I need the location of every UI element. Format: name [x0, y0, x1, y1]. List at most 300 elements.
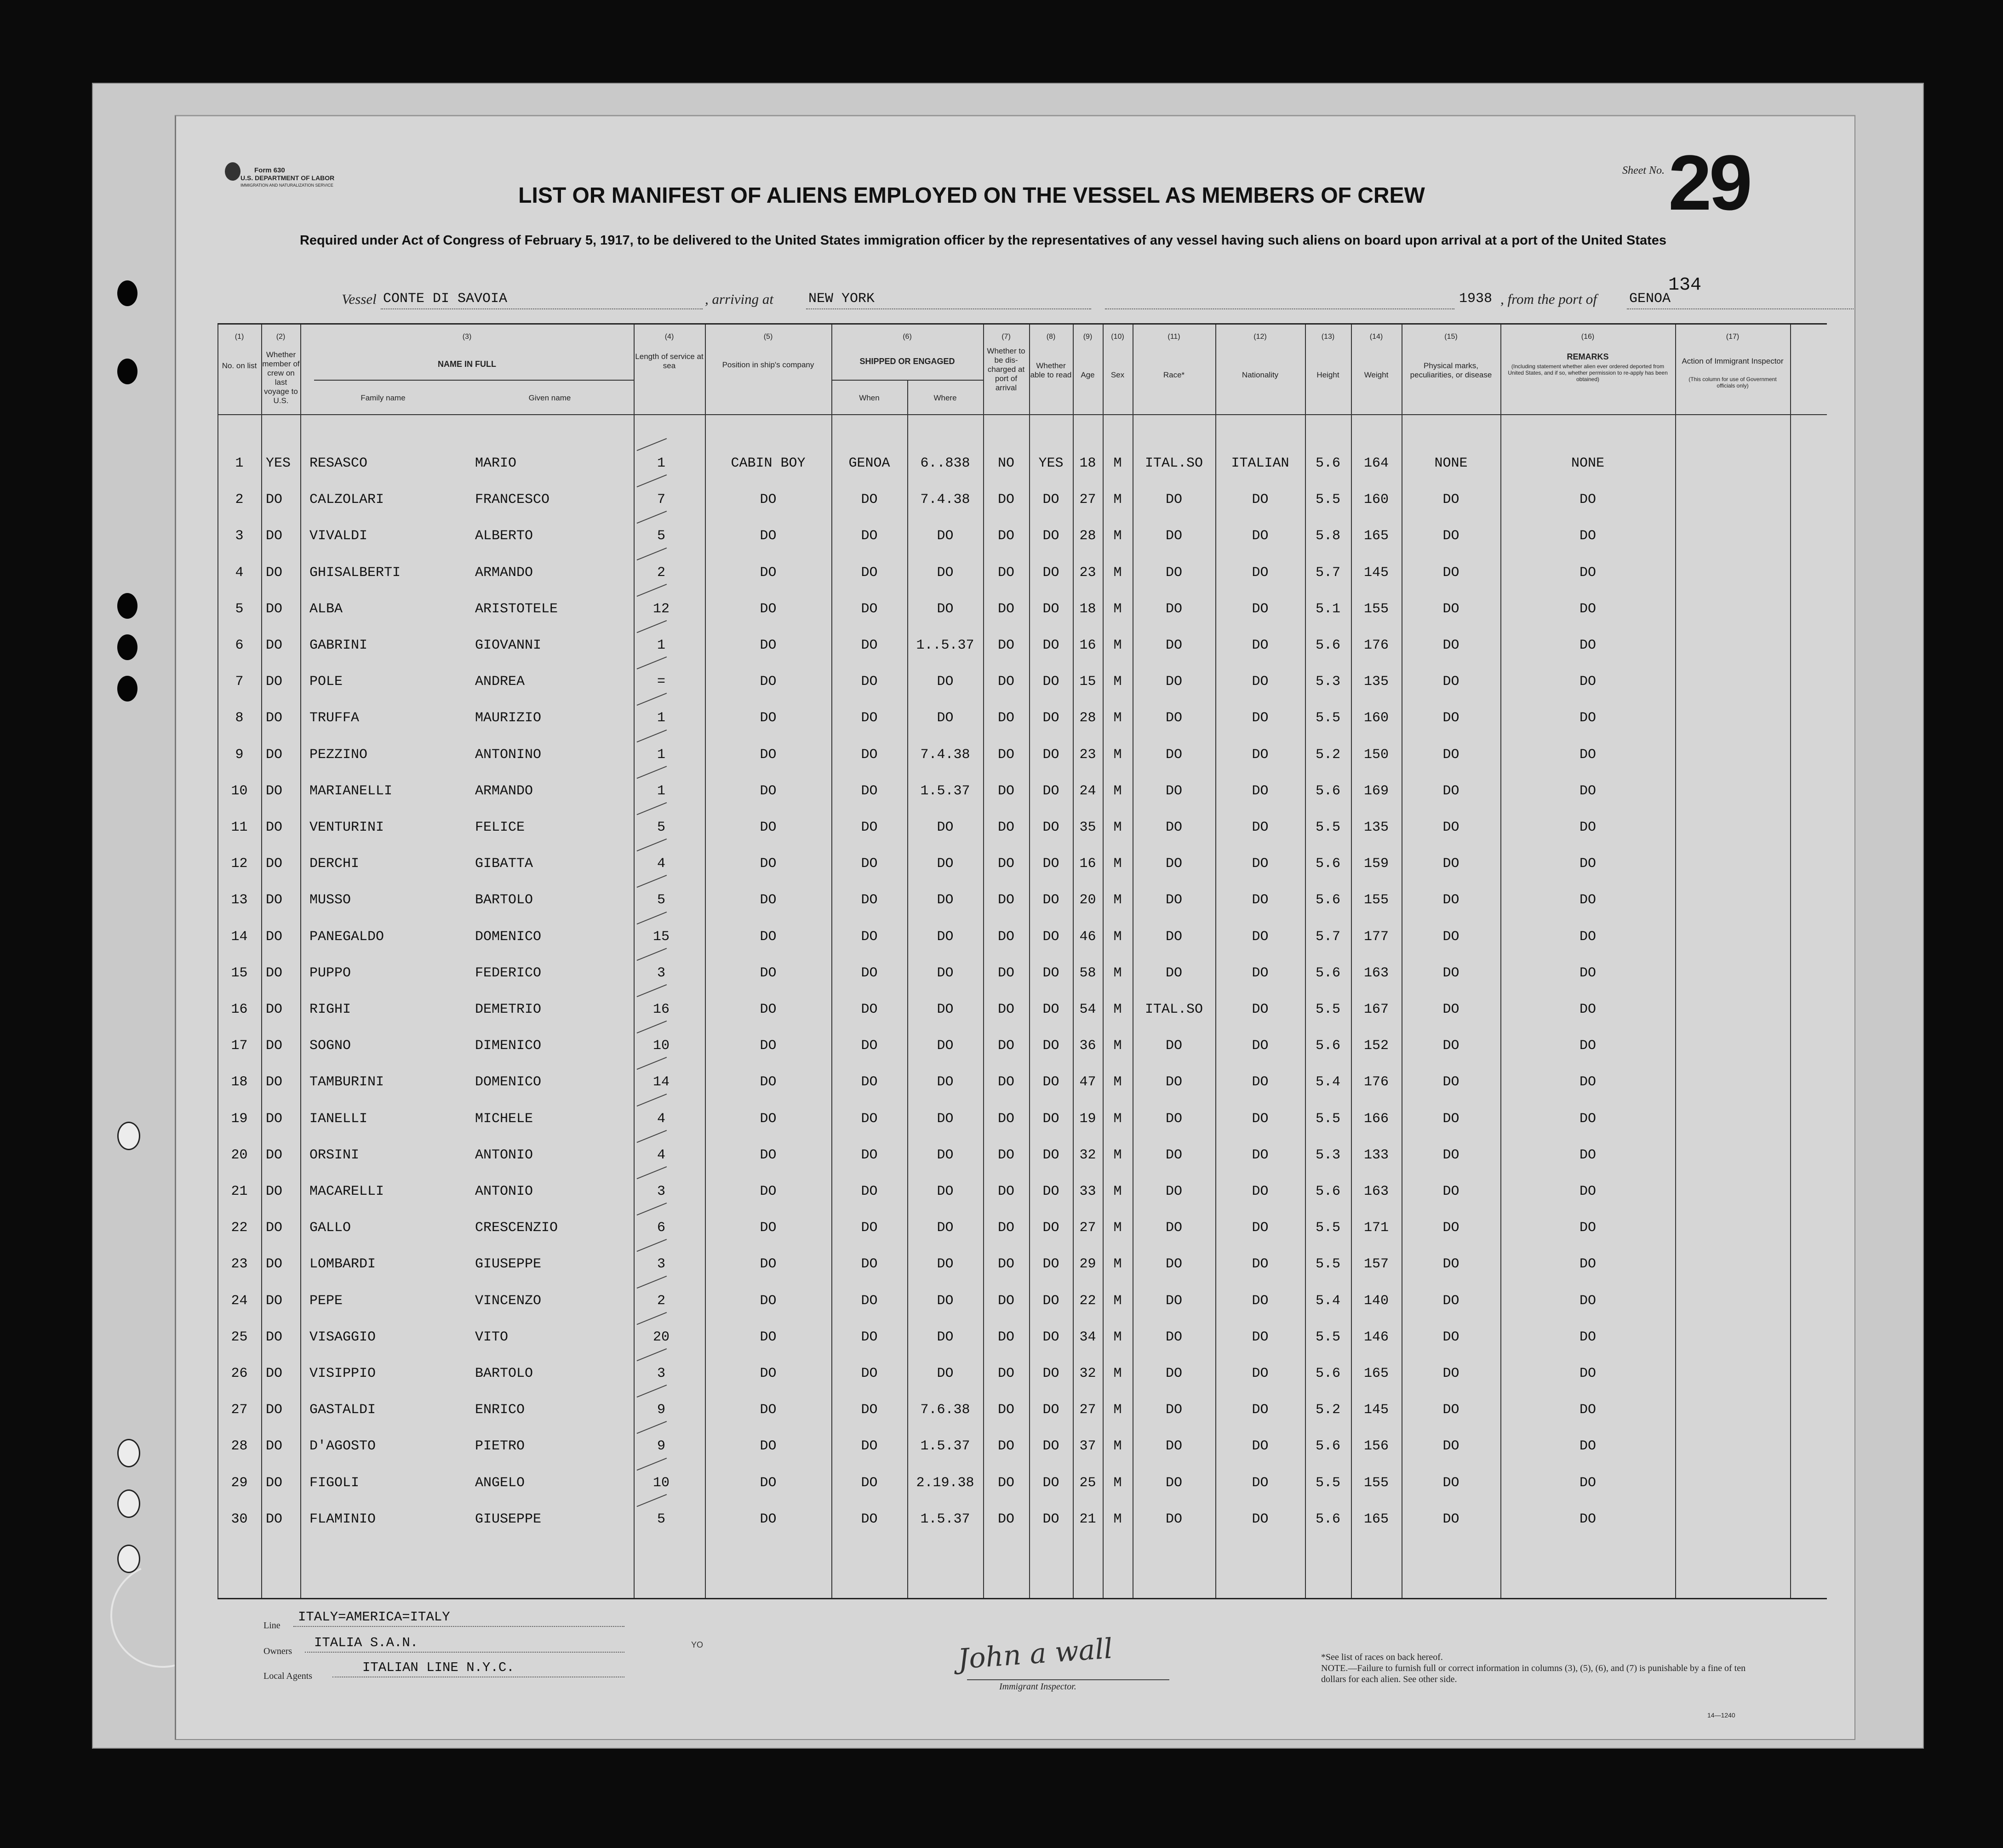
table-row — [217, 1293, 1827, 1330]
manifest-sheet — [175, 115, 1855, 1740]
column-number: (10) — [1111, 333, 1124, 341]
able-to-read-cell: DO — [1042, 1074, 1059, 1090]
given-name-cell: DIMENICO — [475, 1038, 542, 1054]
race-cell: DO — [1165, 1256, 1182, 1272]
nationality-cell: DO — [1252, 1184, 1269, 1199]
column-number: (14) — [1369, 333, 1383, 341]
family-name-cell: POLE — [309, 674, 343, 690]
physical-marks-cell: DO — [1442, 856, 1459, 872]
age-cell: 36 — [1079, 1038, 1096, 1054]
weight-cell: 155 — [1363, 892, 1389, 908]
able-to-read-cell: DO — [1042, 601, 1059, 617]
row-number-cell: 10 — [231, 783, 248, 799]
shipped-where-cell: DO — [937, 601, 954, 617]
table-row — [217, 1329, 1827, 1366]
row-number-cell: 2 — [235, 492, 244, 508]
physical-marks-cell: DO — [1442, 1438, 1459, 1454]
family-name-cell: MACARELLI — [309, 1184, 384, 1199]
physical-marks-cell: DO — [1442, 1111, 1459, 1127]
length-of-service-cell: 1 — [657, 456, 665, 471]
sex-cell: M — [1113, 929, 1122, 945]
table-row — [217, 528, 1827, 565]
header-action-note: (This column for use of Government officials only) — [1688, 376, 1777, 389]
race-cell: DO — [1165, 1220, 1182, 1236]
height-cell: 5.5 — [1315, 1111, 1340, 1127]
weight-cell: 169 — [1363, 783, 1389, 799]
table-row — [217, 1220, 1827, 1257]
family-name-cell: SOGNO — [309, 1038, 351, 1054]
position-cell: DO — [760, 601, 777, 617]
discharged-cell: DO — [997, 1402, 1014, 1418]
weight-cell: 145 — [1363, 1402, 1389, 1418]
vessel-label: Vessel — [342, 291, 377, 307]
position-cell: DO — [760, 1184, 777, 1199]
sex-cell: M — [1113, 965, 1122, 981]
discharged-cell: DO — [997, 1438, 1014, 1454]
sex-cell: M — [1113, 1184, 1122, 1199]
race-cell: DO — [1165, 1402, 1182, 1418]
height-cell: 5.5 — [1315, 1475, 1340, 1491]
row-number-cell: 29 — [231, 1475, 248, 1491]
row-number-cell: 1 — [235, 456, 244, 471]
family-name-cell: MUSSO — [309, 892, 351, 908]
able-to-read-cell: DO — [1042, 1402, 1059, 1418]
column-number: (17) — [1726, 333, 1740, 341]
nationality-cell: DO — [1252, 674, 1269, 690]
remarks-cell: NONE — [1571, 456, 1604, 471]
age-cell: 25 — [1079, 1475, 1096, 1491]
race-cell: DO — [1165, 528, 1182, 544]
given-name-cell: GIUSEPPE — [475, 1256, 542, 1272]
age-cell: 54 — [1079, 1002, 1096, 1017]
crew-last-voyage-cell: DO — [266, 1074, 283, 1090]
row-number-cell: 30 — [231, 1511, 248, 1527]
height-cell: 5.6 — [1315, 1511, 1340, 1527]
crew-last-voyage-cell: DO — [266, 1184, 283, 1199]
race-cell: DO — [1165, 747, 1182, 763]
nationality-cell: DO — [1252, 929, 1269, 945]
table-row — [217, 892, 1827, 929]
nationality-cell: DO — [1252, 1438, 1269, 1454]
column-number: (2) — [276, 333, 286, 341]
race-cell: DO — [1165, 1438, 1182, 1454]
crew-last-voyage-cell: DO — [266, 1256, 283, 1272]
table-row — [217, 1475, 1827, 1512]
physical-marks-cell: DO — [1442, 747, 1459, 763]
able-to-read-cell: DO — [1042, 1293, 1059, 1309]
table-row — [217, 674, 1827, 711]
discharged-cell: DO — [997, 1220, 1014, 1236]
position-cell: DO — [760, 1038, 777, 1054]
row-number-cell: 27 — [231, 1402, 248, 1418]
able-to-read-cell: DO — [1042, 929, 1059, 945]
weight-cell: 176 — [1363, 1074, 1389, 1090]
crew-last-voyage-cell: DO — [266, 856, 283, 872]
document-title: LIST OR MANIFEST OF ALIENS EMPLOYED ON THE VESSEL AS MEMBERS OF CREW — [518, 183, 1425, 208]
nationality-cell: DO — [1252, 1329, 1269, 1345]
physical-marks-cell: DO — [1442, 565, 1459, 581]
race-cell: DO — [1165, 892, 1182, 908]
given-name-cell: CRESCENZIO — [475, 1220, 558, 1236]
age-cell: 27 — [1079, 492, 1096, 508]
arrival-year: 1938 — [1459, 291, 1493, 307]
sheet-number-label: Sheet No. — [1622, 165, 1665, 177]
weight-cell: 159 — [1363, 856, 1389, 872]
weight-cell: 146 — [1363, 1329, 1389, 1345]
height-cell: 5.6 — [1315, 892, 1340, 908]
position-cell: DO — [760, 1438, 777, 1454]
shipped-where-cell: 2.19.38 — [916, 1475, 974, 1491]
nationality-cell: DO — [1252, 1511, 1269, 1527]
age-cell: 18 — [1079, 601, 1096, 617]
shipped-where-cell: DO — [937, 892, 954, 908]
physical-marks-cell: DO — [1442, 601, 1459, 617]
nationality-cell: DO — [1252, 1475, 1269, 1491]
header-height: Height — [1316, 371, 1339, 379]
length-of-service-cell: 1 — [657, 783, 665, 799]
given-name-cell: ANDREA — [475, 674, 525, 690]
length-of-service-cell: 9 — [657, 1402, 665, 1418]
sex-cell: M — [1113, 456, 1122, 471]
family-name-cell: TAMBURINI — [309, 1074, 384, 1090]
row-number-cell: 22 — [231, 1220, 248, 1236]
height-cell: 5.6 — [1315, 638, 1340, 653]
length-of-service-cell: 4 — [657, 1111, 665, 1127]
table-row — [217, 929, 1827, 966]
shipped-where-cell: 1..5.37 — [916, 638, 974, 653]
position-cell: DO — [760, 1366, 777, 1381]
family-name-cell: VENTURINI — [309, 820, 384, 835]
remarks-cell: DO — [1579, 674, 1596, 690]
given-name-cell: FRANCESCO — [475, 492, 550, 508]
footer-notes — [1321, 1652, 1758, 1685]
sex-cell: M — [1113, 1002, 1122, 1017]
able-to-read-cell: DO — [1042, 638, 1059, 653]
age-cell: 46 — [1079, 929, 1096, 945]
remarks-cell: DO — [1579, 783, 1596, 799]
able-to-read-cell: DO — [1042, 1184, 1059, 1199]
family-name-cell: GALLO — [309, 1220, 351, 1236]
shipped-where-cell: DO — [937, 856, 954, 872]
weight-cell: 167 — [1363, 1002, 1389, 1017]
physical-marks-cell: DO — [1442, 1475, 1459, 1491]
given-name-cell: ARISTOTELE — [475, 601, 558, 617]
shipped-where-cell: DO — [937, 1002, 954, 1017]
shipped-when-cell: DO — [861, 565, 878, 581]
vessel-line — [342, 291, 1813, 314]
sheet-number: 29 — [1668, 139, 1750, 227]
age-cell: 37 — [1079, 1438, 1096, 1454]
able-to-read-cell: DO — [1042, 965, 1059, 981]
height-cell: 5.1 — [1315, 601, 1340, 617]
table-row — [217, 1002, 1827, 1038]
position-cell: DO — [760, 1475, 777, 1491]
given-name-cell: MAURIZIO — [475, 710, 542, 726]
sex-cell: M — [1113, 820, 1122, 835]
row-number-cell: 3 — [235, 528, 244, 544]
race-cell: DO — [1165, 601, 1182, 617]
row-number-cell: 7 — [235, 674, 244, 690]
crew-last-voyage-cell: DO — [266, 747, 283, 763]
race-cell: DO — [1165, 1293, 1182, 1309]
shipped-where-cell: DO — [937, 710, 954, 726]
height-cell: 5.6 — [1315, 965, 1340, 981]
shipped-where-cell: DO — [937, 820, 954, 835]
row-number-cell: 6 — [235, 638, 244, 653]
weight-cell: 165 — [1363, 1511, 1389, 1527]
age-cell: 16 — [1079, 856, 1096, 872]
shipped-where-cell: DO — [937, 1366, 954, 1381]
form-code: 14—1240 — [1707, 1711, 1735, 1719]
header-length-of-service: Length of service at sea — [635, 352, 704, 370]
race-cell: DO — [1165, 638, 1182, 653]
shipped-when-cell: DO — [861, 747, 878, 763]
nationality-cell: DO — [1252, 747, 1269, 763]
shipped-where-cell: DO — [937, 929, 954, 945]
remarks-cell: DO — [1579, 1293, 1596, 1309]
shipped-when-cell: DO — [861, 965, 878, 981]
remarks-cell: DO — [1579, 1329, 1596, 1345]
remarks-cell: DO — [1579, 1475, 1596, 1491]
weight-cell: 135 — [1363, 820, 1389, 835]
position-cell: DO — [760, 820, 777, 835]
remarks-cell: DO — [1579, 747, 1596, 763]
agents-label: Local Agents — [263, 1671, 313, 1681]
race-cell: DO — [1165, 820, 1182, 835]
remarks-cell: DO — [1579, 1438, 1596, 1454]
remarks-cell: DO — [1579, 1256, 1596, 1272]
table-row — [217, 783, 1827, 820]
race-cell: DO — [1165, 856, 1182, 872]
row-number-cell: 12 — [231, 856, 248, 872]
header-physical-marks: Physical marks, peculiarities, or disease — [1410, 361, 1492, 379]
discharged-cell: DO — [997, 638, 1014, 653]
remarks-cell: DO — [1579, 1074, 1596, 1090]
physical-marks-cell: NONE — [1434, 456, 1468, 471]
discharged-cell: DO — [997, 929, 1014, 945]
shipped-when-cell: DO — [861, 820, 878, 835]
race-cell: DO — [1165, 492, 1182, 508]
length-of-service-cell: 3 — [657, 965, 665, 981]
nationality-cell: DO — [1252, 1256, 1269, 1272]
physical-marks-cell: DO — [1442, 710, 1459, 726]
length-of-service-cell: 5 — [657, 892, 665, 908]
height-cell: 5.5 — [1315, 1002, 1340, 1017]
age-cell: 32 — [1079, 1147, 1096, 1163]
line-label: Line — [263, 1620, 280, 1631]
shipped-where-cell: 7.4.38 — [920, 492, 970, 508]
physical-marks-cell: DO — [1442, 1402, 1459, 1418]
line-underline — [293, 1612, 624, 1627]
sex-cell: M — [1113, 1147, 1122, 1163]
table-row — [217, 492, 1827, 529]
discharged-cell: DO — [997, 492, 1014, 508]
sex-cell: M — [1113, 1293, 1122, 1309]
remarks-cell: DO — [1579, 1402, 1596, 1418]
discharged-cell: DO — [997, 710, 1014, 726]
family-name-cell: DERCHI — [309, 856, 360, 872]
remarks-cell: DO — [1579, 638, 1596, 653]
shipped-where-cell: DO — [937, 565, 954, 581]
shipped-where-cell: DO — [937, 1111, 954, 1127]
column-number: (4) — [664, 333, 674, 341]
age-cell: 34 — [1079, 1329, 1096, 1345]
nationality-cell: DO — [1252, 638, 1269, 653]
weight-cell: 133 — [1363, 1147, 1389, 1163]
age-cell: 18 — [1079, 456, 1096, 471]
position-cell: DO — [760, 1147, 777, 1163]
discharged-cell: NO — [997, 456, 1014, 471]
height-cell: 5.2 — [1315, 1402, 1340, 1418]
nationality-cell: DO — [1252, 892, 1269, 908]
binder-hole — [117, 676, 137, 702]
position-cell: DO — [760, 747, 777, 763]
family-name-cell: VISIPPIO — [309, 1366, 376, 1381]
row-number-cell: 26 — [231, 1366, 248, 1381]
crew-last-voyage-cell: DO — [266, 783, 283, 799]
age-cell: 35 — [1079, 820, 1096, 835]
given-name-cell: MICHELE — [475, 1111, 533, 1127]
sex-cell: M — [1113, 1366, 1122, 1381]
length-of-service-cell: 9 — [657, 1438, 665, 1454]
race-cell: ITAL.SO — [1145, 456, 1203, 471]
header-family-name: Family name — [361, 394, 406, 402]
family-name-cell: FIGOLI — [309, 1475, 360, 1491]
weight-cell: 155 — [1363, 601, 1389, 617]
weight-cell: 135 — [1363, 674, 1389, 690]
discharged-cell: DO — [997, 1511, 1014, 1527]
header-nationality: Nationality — [1242, 371, 1279, 379]
discharged-cell: DO — [997, 565, 1014, 581]
physical-marks-cell: DO — [1442, 1220, 1459, 1236]
header-shipped-or-engaged: SHIPPED OR ENGAGED — [859, 357, 955, 366]
height-cell: 5.5 — [1315, 1220, 1340, 1236]
weight-cell: 152 — [1363, 1038, 1389, 1054]
nationality-cell: DO — [1252, 528, 1269, 544]
race-cell: DO — [1165, 1511, 1182, 1527]
able-to-read-cell: DO — [1042, 1002, 1059, 1017]
shipped-where-cell: DO — [937, 1329, 954, 1345]
position-cell: DO — [760, 856, 777, 872]
able-to-read-cell: DO — [1042, 565, 1059, 581]
discharged-cell: DO — [997, 1329, 1014, 1345]
age-cell: 15 — [1079, 674, 1096, 690]
weight-cell: 160 — [1363, 492, 1389, 508]
given-name-cell: ARMANDO — [475, 565, 533, 581]
height-cell: 5.6 — [1315, 1184, 1340, 1199]
position-cell: DO — [760, 528, 777, 544]
owners-label: Owners — [263, 1646, 292, 1656]
height-cell: 5.7 — [1315, 565, 1340, 581]
height-cell: 5.5 — [1315, 1329, 1340, 1345]
row-number-cell: 23 — [231, 1256, 248, 1272]
able-to-read-cell: DO — [1042, 783, 1059, 799]
family-name-cell: MARIANELLI — [309, 783, 393, 799]
column-number: (16) — [1581, 333, 1595, 341]
position-cell: DO — [760, 1402, 777, 1418]
length-of-service-cell: 5 — [657, 528, 665, 544]
crew-last-voyage-cell: DO — [266, 1329, 283, 1345]
crew-last-voyage-cell: DO — [266, 1147, 283, 1163]
position-cell: CABIN BOY — [731, 456, 806, 471]
height-cell: 5.4 — [1315, 1074, 1340, 1090]
weight-cell: 171 — [1363, 1220, 1389, 1236]
race-cell: DO — [1165, 783, 1182, 799]
length-of-service-cell: 12 — [652, 601, 670, 617]
remarks-cell: DO — [1579, 892, 1596, 908]
header-remarks-note: (Including statement whether alien ever ordered deported from United States, and if so, whether permission to re-apply has been obtained) — [1508, 363, 1668, 382]
shipped-when-cell: DO — [861, 1402, 878, 1418]
shipped-when-cell: DO — [861, 1220, 878, 1236]
penalty-note: NOTE.—Failure to furnish full or correct information in columns (3), (5), (6), and (7) is punishable by a fine of ten dollars for each alien. See other side. — [1321, 1663, 1746, 1684]
family-name-cell: LOMBARDI — [309, 1256, 376, 1272]
position-cell: DO — [760, 492, 777, 508]
shipped-when-cell: DO — [861, 1256, 878, 1272]
family-name-cell: VISAGGIO — [309, 1329, 376, 1345]
nationality-cell: DO — [1252, 1038, 1269, 1054]
discharged-cell: DO — [997, 1184, 1014, 1199]
service-name: IMMIGRATION AND NATURALIZATION SERVICE — [240, 183, 333, 188]
length-of-service-cell: 10 — [652, 1038, 670, 1054]
discharged-cell: DO — [997, 783, 1014, 799]
physical-marks-cell: DO — [1442, 1293, 1459, 1309]
row-number-cell: 24 — [231, 1293, 248, 1309]
able-to-read-cell: DO — [1042, 1256, 1059, 1272]
family-name-cell: PUPPO — [309, 965, 351, 981]
agents-underline — [332, 1663, 624, 1677]
height-cell: 5.6 — [1315, 456, 1340, 471]
shipped-where-cell: DO — [937, 1220, 954, 1236]
races-note: *See list of races on back hereof. — [1321, 1652, 1443, 1662]
race-cell: DO — [1165, 1147, 1182, 1163]
column-number: (11) — [1167, 333, 1180, 341]
length-of-service-cell: 3 — [657, 1184, 665, 1199]
able-to-read-cell: DO — [1042, 674, 1059, 690]
given-name-cell: ANTONIO — [475, 1147, 533, 1163]
height-cell: 5.5 — [1315, 492, 1340, 508]
header-name-in-full: NAME IN FULL — [438, 359, 496, 369]
weight-cell: 156 — [1363, 1438, 1389, 1454]
shipped-where-cell: DO — [937, 1256, 954, 1272]
position-cell: DO — [760, 1293, 777, 1309]
physical-marks-cell: DO — [1442, 1256, 1459, 1272]
age-cell: 21 — [1079, 1511, 1096, 1527]
binder-hole — [117, 593, 137, 619]
physical-marks-cell: DO — [1442, 1038, 1459, 1054]
signature-line — [967, 1679, 1169, 1680]
able-to-read-cell: DO — [1042, 1438, 1059, 1454]
position-cell: DO — [760, 1256, 777, 1272]
shipped-when-cell: DO — [861, 492, 878, 508]
shipped-when-cell: DO — [861, 1293, 878, 1309]
crew-last-voyage-cell: DO — [266, 929, 283, 945]
row-number-cell: 19 — [231, 1111, 248, 1127]
table-row — [217, 1366, 1827, 1403]
discharged-cell: DO — [997, 1038, 1014, 1054]
remarks-cell: DO — [1579, 1147, 1596, 1163]
crew-last-voyage-cell: DO — [266, 965, 283, 981]
physical-marks-cell: DO — [1442, 1147, 1459, 1163]
shipped-where-cell: 1.5.37 — [920, 1511, 970, 1527]
nationality-cell: DO — [1252, 1002, 1269, 1017]
given-name-cell: FELICE — [475, 820, 525, 835]
column-number: (13) — [1321, 333, 1335, 341]
sex-cell: M — [1113, 1220, 1122, 1236]
shipped-when-cell: DO — [861, 1366, 878, 1381]
sex-cell: M — [1113, 1038, 1122, 1054]
shipped-when-cell: DO — [861, 1074, 878, 1090]
race-cell: DO — [1165, 710, 1182, 726]
